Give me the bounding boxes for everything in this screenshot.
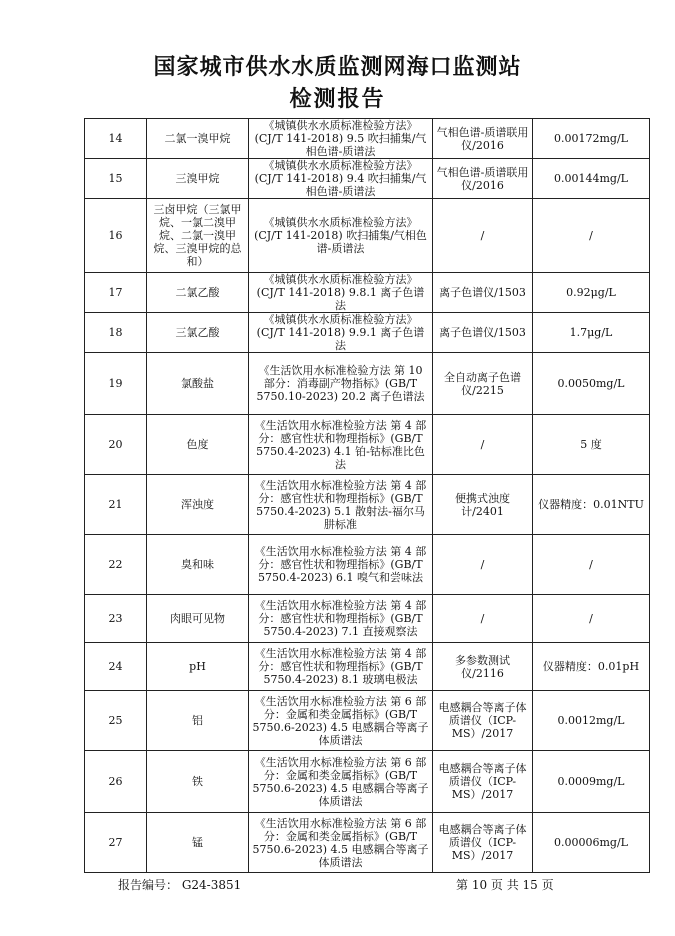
test-item-cell: 铁 — [147, 751, 249, 813]
test-method-cell: 《生活饮用水标准检验方法 第 4 部分：感官性状和物理指标》(GB/T 5750.4-2023) 6.1 嗅气和尝味法 — [249, 535, 433, 595]
test-method-cell: 《城镇供水水质标准检验方法》(CJ/T 141-2018) 9.4 吹扫捕集/气相色谱-质谱法 — [249, 159, 433, 199]
instrument-cell: / — [433, 415, 533, 475]
table-row — [85, 353, 650, 415]
detection-limit-cell: 仪器精度：0.01pH — [533, 643, 650, 691]
test-method-cell: 《生活饮用水标准检验方法 第 4 部分：感官性状和物理指标》(GB/T 5750.4-2023) 7.1 直接观察法 — [249, 595, 433, 643]
row-number-cell: 18 — [85, 313, 147, 353]
instrument-cell: 离子色谱仪/1503 — [433, 273, 533, 313]
table-row — [85, 199, 650, 273]
test-item-cell: 铝 — [147, 691, 249, 751]
table-row — [85, 813, 650, 873]
page-number: 第 10 页 共 15 页 — [456, 878, 554, 892]
test-method-cell: 《生活饮用水标准检验方法 第 4 部分：感官性状和物理指标》(GB/T 5750.4-2023) 4.1 铂-钴标准比色法 — [249, 415, 433, 475]
row-number-cell: 24 — [85, 643, 147, 691]
test-method-cell: 《城镇供水水质标准检验方法》(CJ/T 141-2018) 9.5 吹扫捕集/气相色谱-质谱法 — [249, 119, 433, 159]
test-method-cell: 《城镇供水水质标准检验方法》(CJ/T 141-2018) 9.8.1 离子色谱法 — [249, 273, 433, 313]
test-item-cell: 三溴甲烷 — [147, 159, 249, 199]
detection-limit-cell: / — [533, 199, 650, 273]
instrument-cell: 离子色谱仪/1503 — [433, 313, 533, 353]
table-row — [85, 691, 650, 751]
row-number-cell: 15 — [85, 159, 147, 199]
row-number-cell: 26 — [85, 751, 147, 813]
row-number-cell: 27 — [85, 813, 147, 873]
instrument-cell: 全自动离子色谱仪/2215 — [433, 353, 533, 415]
instrument-cell: / — [433, 535, 533, 595]
table-row — [85, 643, 650, 691]
row-number-cell: 22 — [85, 535, 147, 595]
detection-limit-cell: / — [533, 535, 650, 595]
test-item-cell: 氯酸盐 — [147, 353, 249, 415]
instrument-cell: 电感耦合等离子体质谱仪（ICP-MS）/2017 — [433, 813, 533, 873]
table-row — [85, 273, 650, 313]
instrument-cell: 气相色谱-质谱联用仪/2016 — [433, 159, 533, 199]
table-row — [85, 313, 650, 353]
instrument-cell: / — [433, 199, 533, 273]
detection-limit-cell: 仪器精度：0.01NTU — [533, 475, 650, 535]
report-number: 报告编号： G24-3851 — [118, 878, 242, 892]
test-item-cell: 色度 — [147, 415, 249, 475]
row-number-cell: 19 — [85, 353, 147, 415]
test-method-cell: 《生活饮用水标准检验方法 第 6 部分：金属和类金属指标》(GB/T 5750.6-2023) 4.5 电感耦合等离子体质谱法 — [249, 813, 433, 873]
detection-limit-cell: 0.00006mg/L — [533, 813, 650, 873]
report-title: 检测报告 — [289, 86, 386, 112]
instrument-cell: 电感耦合等离子体质谱仪（ICP-MS）/2017 — [433, 691, 533, 751]
test-method-cell: 《生活饮用水标准检验方法 第 4 部分：感官性状和物理指标》(GB/T 5750.4-2023) 5.1 散射法-福尔马肼标准 — [249, 475, 433, 535]
row-number-cell: 17 — [85, 273, 147, 313]
table-row — [85, 159, 650, 199]
instrument-cell: 多参数测试仪/2116 — [433, 643, 533, 691]
test-method-cell: 《生活饮用水标准检验方法 第 6 部分：金属和类金属指标》(GB/T 5750.6-2023) 4.5 电感耦合等离子体质谱法 — [249, 691, 433, 751]
test-item-cell: 二氯一溴甲烷 — [147, 119, 249, 159]
instrument-cell: / — [433, 595, 533, 643]
detection-limit-cell: / — [533, 595, 650, 643]
test-method-cell: 《生活饮用水标准检验方法 第 6 部分：金属和类金属指标》(GB/T 5750.6-2023) 4.5 电感耦合等离子体质谱法 — [249, 751, 433, 813]
instrument-cell: 电感耦合等离子体质谱仪（ICP-MS）/2017 — [433, 751, 533, 813]
detection-limit-cell: 0.0050mg/L — [533, 353, 650, 415]
row-number-cell: 20 — [85, 415, 147, 475]
table-row — [85, 535, 650, 595]
test-item-cell: 肉眼可见物 — [147, 595, 249, 643]
table-row — [85, 119, 650, 159]
detection-limit-cell: 1.7μg/L — [533, 313, 650, 353]
detection-limit-cell: 5 度 — [533, 415, 650, 475]
report-org-title: 国家城市供水水质监测网海口监测站 — [153, 54, 522, 80]
row-number-cell: 16 — [85, 199, 147, 273]
test-method-cell: 《生活饮用水标准检验方法 第 4 部分：感官性状和物理指标》(GB/T 5750.4-2023) 8.1 玻璃电极法 — [249, 643, 433, 691]
detection-limit-cell: 0.0009mg/L — [533, 751, 650, 813]
row-number-cell: 21 — [85, 475, 147, 535]
test-method-cell: 《生活饮用水标准检验方法 第 10 部分：消毒副产物指标》(GB/T 5750.10-2023) 20.2 离子色谱法 — [249, 353, 433, 415]
test-item-cell: 锰 — [147, 813, 249, 873]
test-item-cell: 三卤甲烷（三氯甲烷、一氯二溴甲烷、二氯一溴甲烷、三溴甲烷的总和） — [147, 199, 249, 273]
row-number-cell: 14 — [85, 119, 147, 159]
test-item-cell: 臭和味 — [147, 535, 249, 595]
instrument-cell: 气相色谱-质谱联用仪/2016 — [433, 119, 533, 159]
row-number-cell: 25 — [85, 691, 147, 751]
test-item-cell: 三氯乙酸 — [147, 313, 249, 353]
results-table — [84, 118, 650, 873]
detection-limit-cell: 0.00144mg/L — [533, 159, 650, 199]
test-item-cell: 浑浊度 — [147, 475, 249, 535]
table-row — [85, 475, 650, 535]
test-item-cell: 二氯乙酸 — [147, 273, 249, 313]
test-item-cell: pH — [147, 643, 249, 691]
detection-limit-cell: 0.00172mg/L — [533, 119, 650, 159]
table-row — [85, 595, 650, 643]
test-method-cell: 《城镇供水水质标准检验方法》(CJ/T 141-2018) 吹扫捕集/气相色谱-质谱法 — [249, 199, 433, 273]
test-method-cell: 《城镇供水水质标准检验方法》(CJ/T 141-2018) 9.9.1 离子色谱法 — [249, 313, 433, 353]
detection-limit-cell: 0.0012mg/L — [533, 691, 650, 751]
table-row — [85, 751, 650, 813]
row-number-cell: 23 — [85, 595, 147, 643]
detection-limit-cell: 0.92μg/L — [533, 273, 650, 313]
instrument-cell: 便携式浊度计/2401 — [433, 475, 533, 535]
table-row — [85, 415, 650, 475]
